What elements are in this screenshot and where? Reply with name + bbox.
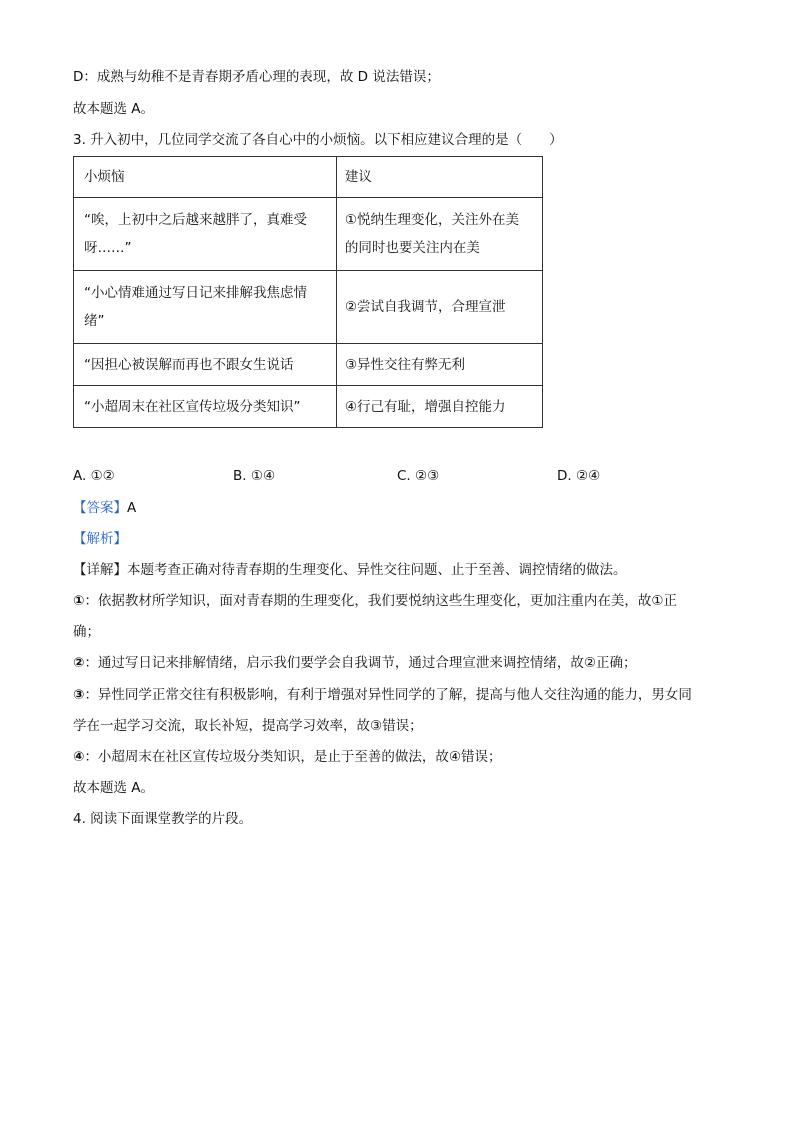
detail-line [73,561,627,579]
worry-text-line: 绪” [84,313,105,329]
answer-value: A [127,500,137,516]
worry-text-line: 呀……” [84,240,132,256]
analysis-line [73,530,127,548]
analysis-tag: 【解析】 [73,531,127,547]
option-d: D. ②④ [557,468,601,484]
detail-text: 本题考查正确对待青春期的生理变化、异性交往问题、止于至善、调控情绪的做法。 [127,562,627,578]
advice-cell [336,198,542,271]
point-2-line [73,654,637,672]
worry-cell [74,271,337,344]
question-4-stem: 4. 阅读下面课堂教学的片段。 [73,811,253,827]
point-label: ① [73,593,85,609]
worry-text-line: “小心情难通过写日记来排解我焦虑情 [84,285,307,301]
advice-text-line: ④行己有耻，增强自控能力 [344,398,506,415]
point-3-continuation: 学在一起学习交流，取长补短，提高学习效率，故③错误； [73,718,423,734]
table-header-advice: 建议 [336,157,542,198]
point-1-continuation: 确； [73,624,100,640]
point-3-line [73,686,692,704]
option-c: C. ②③ [397,468,440,484]
worry-cell [74,344,337,386]
question-3-stem: 3. 升入初中，几位同学交流了各自心中的小烦恼。以下相应建议合理的是（ ） [73,132,563,148]
prev-option-d-explanation: D：成熟与幼稚不是青春期矛盾心理的表现，故 D 说法错误； [73,69,440,85]
point-text: ：小超周末在社区宣传垃圾分类知识，是止于至善的做法，故④错误； [84,749,502,765]
advice-cell [336,386,542,428]
option-a: A. ①② [73,468,115,484]
advice-text-line: 的同时也要关注内在美 [344,240,480,256]
point-text: ：通过写日记来排解情绪，启示我们要学会自我调节，通过合理宣泄来调控情绪，故②正确； [84,655,637,671]
table-header-row [74,157,543,198]
table-header-worry: 小烦恼 [74,157,337,198]
answer-line [73,499,136,517]
point-label: ② [73,655,85,671]
table-row [74,198,543,271]
advice-text-line: ②尝试自我调节，合理宣泄 [344,299,506,315]
advice-cell [336,271,542,344]
point-1-line [73,592,677,610]
worry-text-line: “因担心被误解而再也不跟女生说话 [84,356,294,373]
point-label: ④ [73,749,85,765]
point-4-line [73,748,502,766]
point-text: ：异性同学正常交往有积极影响，有利于增强对异性同学的了解，提高与他人交往沟通的能力，男女同 [84,687,692,703]
point-text: ：依据教材所学知识，面对青春期的生理变化，我们要悦纳这些生理变化，更加注重内在美，故①正 [84,593,678,609]
table-row [74,344,543,386]
q3-conclusion: 故本题选 A。 [73,780,155,796]
option-b: B. ①④ [233,468,276,484]
advice-text-line: ③异性交往有弊无利 [344,356,465,373]
advice-text-line: ①悦纳生理变化，关注外在美 [344,212,519,228]
worry-text-line: “小超周末在社区宣传垃圾分类知识” [84,398,301,415]
worry-cell [74,386,337,428]
worry-cell [74,198,337,271]
point-label: ③ [73,687,85,703]
advice-cell [336,344,542,386]
answer-tag: 【答案】 [73,500,127,516]
detail-tag: 【详解】 [73,562,127,578]
worry-text-line: “唉，上初中之后越来越胖了，真难受 [84,212,307,228]
worries-advice-table [73,156,543,428]
prev-conclusion: 故本题选 A。 [73,101,155,117]
table-row [74,386,543,428]
table-row [74,271,543,344]
